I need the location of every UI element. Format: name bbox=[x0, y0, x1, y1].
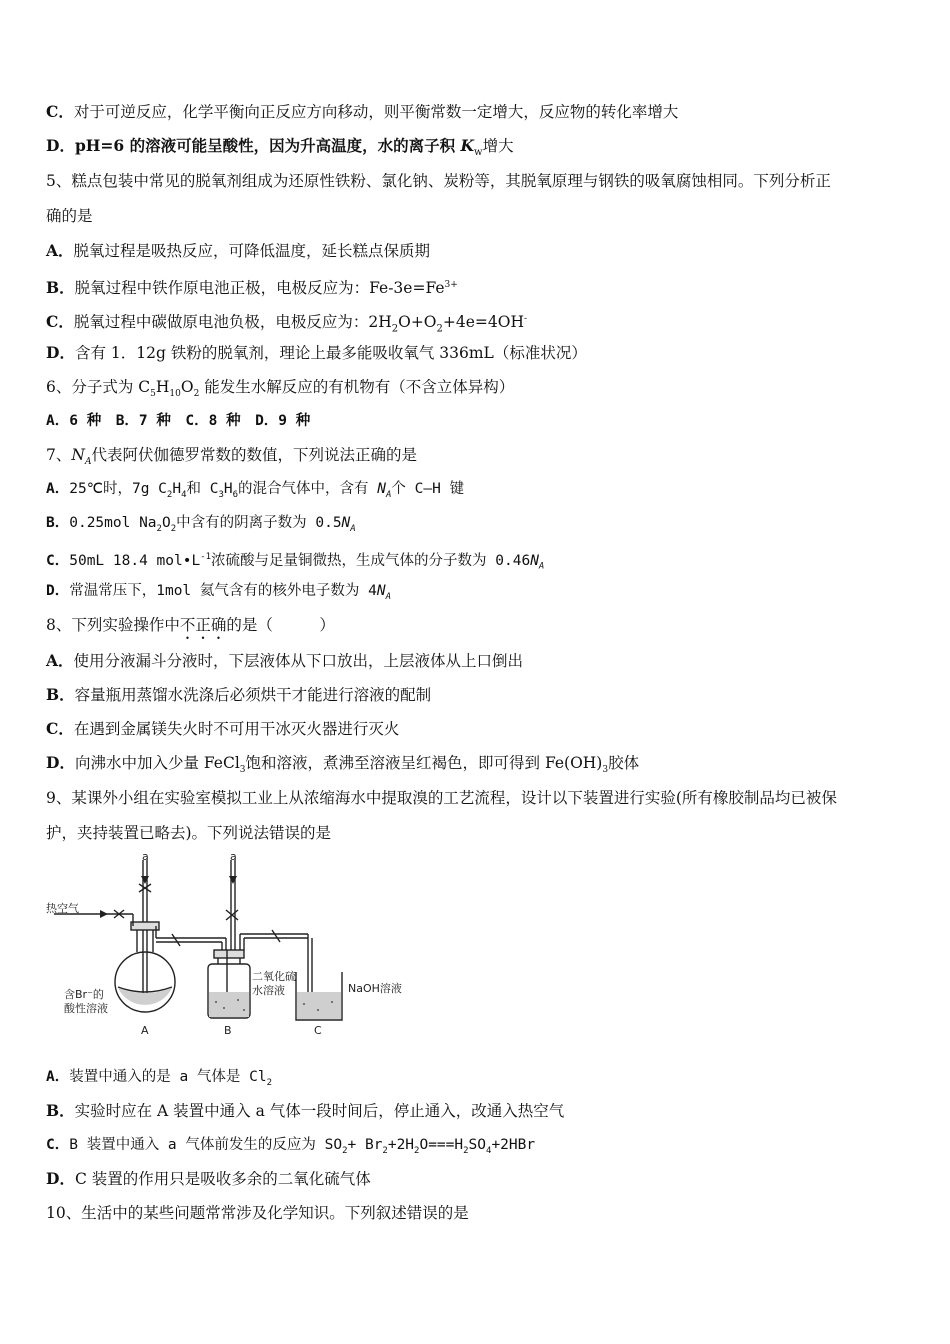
label-hot-air: 热空气 bbox=[46, 902, 79, 915]
label-a-right: a bbox=[230, 852, 237, 863]
q6-stem: 6、分子式为 $C_5H_{10}O_2$ 能发生水解反应的有机物有（不含立体异构） bbox=[46, 378, 515, 400]
label-A: A bbox=[141, 1024, 149, 1037]
label-b-l2: 水溶液 bbox=[252, 984, 285, 997]
q8-stem: 8、下列实验操作中不正确的是（ ） bbox=[46, 616, 335, 634]
label-flask-l1: 含Br⁻的 bbox=[64, 988, 104, 1001]
label-flask-l2: 酸性溶液 bbox=[64, 1002, 108, 1015]
q9-option-d: D．C 装置的作用只是吸收多余的二氧化硫气体 bbox=[46, 1169, 371, 1188]
q9-stem-line2: 护，夹持装置已略去)。下列说法错误的是 bbox=[46, 824, 332, 842]
q9-option-a: A．装置中通入的是 a 气体是 $Cl_2$ bbox=[46, 1069, 273, 1088]
q5-stem-line1: 5、糕点包装中常见的脱氧剂组成为还原性铁粉、氯化钠、炭粉等，其脱氧原理与钢铁的吸氧腐蚀相同。下列分析正 bbox=[46, 172, 831, 190]
q8-option-c: C．在遇到金属镁失火时不可用干冰灭火器进行灭火 bbox=[46, 719, 400, 738]
q7-option-d: D．常温常压下，1mol 氦气含有的核外电子数为 $4N_A$ bbox=[46, 583, 391, 602]
q5-option-b: B．脱氧过程中铁作原电池正极，电极反应为：$Fe-3e=Fe^{3+}$ bbox=[46, 278, 458, 298]
q8-option-b: B．容量瓶用蒸馏水洗涤后必须烘干才能进行溶液的配制 bbox=[46, 685, 432, 704]
q10-stem: 10、生活中的某些问题常常涉及化学知识。下列叙述错误的是 bbox=[46, 1204, 469, 1222]
q4-option-c: C．对于可逆反应，化学平衡向正反应方向移动，则平衡常数一定增大，反应物的转化率增大 bbox=[46, 102, 679, 121]
q9-option-b: B．实验时应在 A 装置中通入 a 气体一段时间后，停止通入，改通入热空气 bbox=[46, 1101, 565, 1120]
label-C: C bbox=[314, 1024, 322, 1037]
label-naoh: NaOH溶液 bbox=[348, 982, 402, 995]
q5-option-a: A．脱氧过程是吸热反应，可降低温度，延长糕点保质期 bbox=[46, 241, 431, 260]
q6-options: A．6 种 B．7 种 C．8 种 D．9 种 bbox=[46, 413, 311, 429]
q4-option-d: D．pH=6 的溶液可能呈酸性，因为升高温度，水的离子积 $K_w$增大 bbox=[46, 136, 514, 159]
q8-option-d: D．向沸水中加入少量 FeCl$_3$饱和溶液，煮沸至溶液呈红褐色，即可得到 $Fe(OH)_3$胶体 bbox=[46, 753, 640, 776]
label-B: B bbox=[224, 1024, 232, 1037]
q7-stem: 7、$N_A$代表阿伏伽德罗常数的数值，下列说法正确的是 bbox=[46, 446, 417, 468]
q5-option-c: C．脱氧过程中碳做原电池负极，电极反应为：$2H_2O+O_2+4e=4OH^-$ bbox=[46, 312, 528, 335]
q7-option-a: A．25℃时，7g $C_2H_4$和 $C_3H_6$的混合气体中，含有 $N_A$个 C—H 键 bbox=[46, 481, 465, 500]
q9-option-c: C．B 装置中通入 a 气体前发生的反应为 $SO_2+ Br_2+2H_2O===H_2SO_4+2HBr$ bbox=[46, 1137, 536, 1156]
label-a-left: a bbox=[142, 852, 149, 863]
q7-option-c: C．50mL 18.4 $mol•L^{-1}$浓硫酸与足量铜微热，生成气体的分子数为 $0.46N_A$ bbox=[46, 552, 545, 572]
q8-option-a: A．使用分液漏斗分液时，下层液体从下口放出，上层液体从上口倒出 bbox=[46, 651, 524, 670]
q5-stem-line2: 确的是 bbox=[46, 207, 93, 225]
q7-option-b: B．0.25mol $Na_2O_2$中含有的阴离子数为 $0.5N_A$ bbox=[46, 515, 356, 534]
label-b-l1: 二氧化硫 bbox=[252, 970, 296, 983]
q5-option-d: D．含有 1．12g 铁粉的脱氧剂，理论上最多能吸收氧气 336mL（标准状况） bbox=[46, 343, 587, 362]
apparatus-diagram bbox=[46, 852, 408, 1038]
q9-stem-line1: 9、某课外小组在实验室模拟工业上从浓缩海水中提取溴的工艺流程，设计以下装置进行实验(所有橡胶制品均已被保 bbox=[46, 789, 837, 807]
